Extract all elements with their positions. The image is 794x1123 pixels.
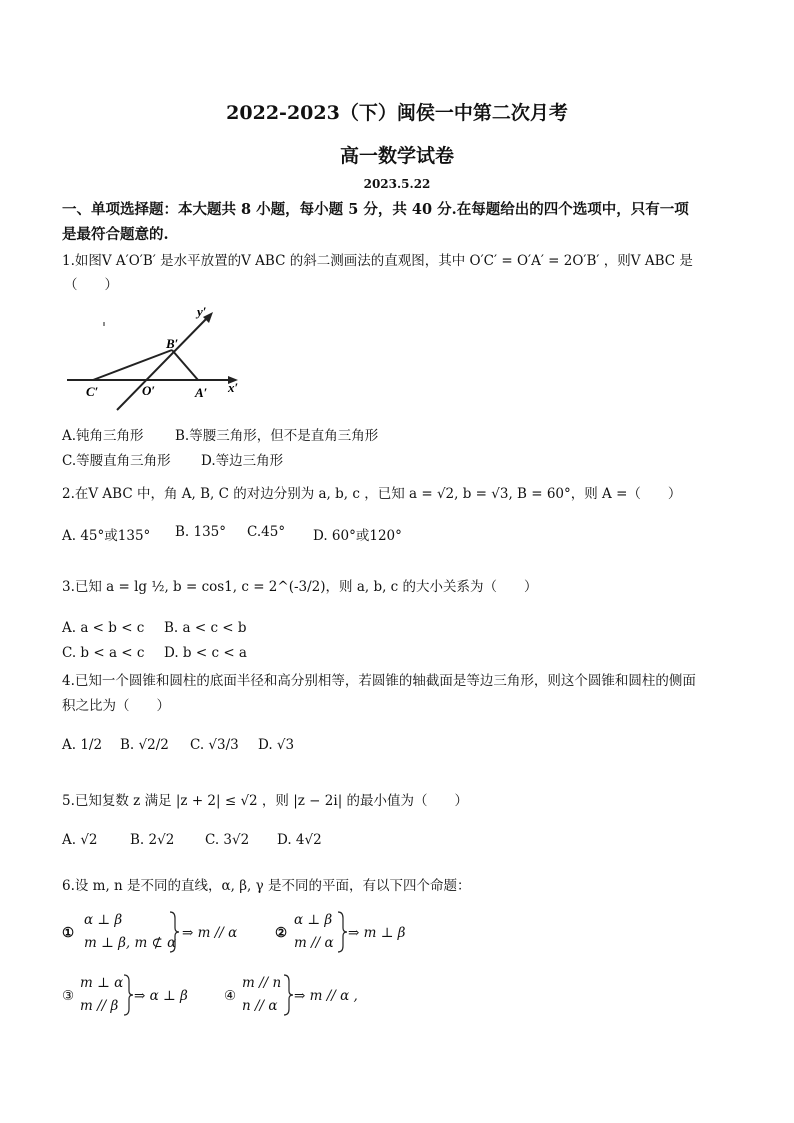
q2-stem: 2.在V ABC 中，角 A, B, C 的对边分别为 a, b, c ，已知 a = √2, b = √3, B = 60°，则 A =（ ） <box>62 486 682 502</box>
q4-option-b: B. √2/2 <box>120 737 169 753</box>
prop3-number: ③ <box>62 988 75 1004</box>
q1-option-a: A.钝角三角形 <box>62 428 144 444</box>
exam-subtitle: 高一数学试卷 <box>339 145 454 167</box>
q5-option-c: C. 3√2 <box>205 832 250 848</box>
section-heading-line2: 是最符合题意的. <box>62 226 169 243</box>
prop2-bottom: m // α <box>294 935 334 951</box>
section-heading-line1: 一、单项选择题：本大题共 8 小题，每小题 5 分，共 40 分.在每题给出的四个选项中，只有一项 <box>62 201 689 218</box>
label-a-prime: A′ <box>195 385 208 400</box>
q1-paren: （ ） <box>64 277 118 293</box>
prop4-number: ④ <box>224 988 237 1004</box>
q3-option-d: D. b < c < a <box>164 645 247 661</box>
q6-stem: 6.设 m, n 是不同的直线，α, β, γ 是不同的平面，有以下四个命题： <box>62 878 471 894</box>
label-o-prime: O′ <box>142 383 156 398</box>
q3-option-a: A. a < b < c <box>62 620 145 636</box>
prop2-brace <box>336 910 348 954</box>
q1-option-c: C.等腰直角三角形 <box>62 453 171 469</box>
exam-title: 2022-2023（下）闽侯一中第二次月考 <box>226 102 568 124</box>
q5-option-a: A. √2 <box>62 832 98 848</box>
q4-option-c: C. √3/3 <box>190 737 239 753</box>
q1-option-b: B.等腰三角形，但不是直角三角形 <box>175 428 379 444</box>
prop1-bottom: m ⊥ β, m ⊄ α <box>84 935 177 951</box>
prop4-brace <box>282 973 294 1017</box>
q4-stem-line2: 积之比为（ ） <box>62 698 170 714</box>
q1-stem: 1.如图V A′O′B′ 是水平放置的V ABC 的斜二测画法的直观图，其中 O′C′ = O′A′ = 2O′B′ ，则V ABC 是 <box>62 253 693 269</box>
segment-b-a <box>172 350 198 380</box>
prop4-result: ⇒ m // α , <box>294 988 358 1004</box>
q1-figure <box>62 300 252 418</box>
prop1-result: ⇒ m // α <box>182 925 238 941</box>
label-x-prime: x′ <box>228 380 239 395</box>
prop2-number: ② <box>275 925 288 941</box>
prop3-bottom: m // β <box>80 998 119 1014</box>
q1-option-d: D.等边三角形 <box>201 453 284 469</box>
q2-option-a: A. 45°或135° <box>62 528 151 544</box>
exam-date: 2023.5.22 <box>363 177 431 191</box>
q5-option-d: D. 4√2 <box>277 832 322 848</box>
label-y-prime: y′ <box>197 304 207 319</box>
prop4-top: m // n <box>242 975 282 991</box>
q4-option-d: D. √3 <box>258 737 295 753</box>
prop1-top: α ⊥ β <box>84 912 123 928</box>
prop3-brace <box>122 973 134 1017</box>
prop1-number: ① <box>62 925 75 941</box>
q3-stem: 3.已知 a = lg ½, b = cos1, c = 2^(-3/2)，则 a, b, c 的大小关系为（ ） <box>62 579 538 595</box>
prop2-result: ⇒ m ⊥ β <box>348 925 406 941</box>
q4-stem-line1: 4.已知一个圆锥和圆柱的底面半径和高分别相等，若圆锥的轴截面是等边三角形，则这个圆锥和圆柱的侧面 <box>62 673 696 689</box>
q3-option-c: C. b < a < c <box>62 645 145 661</box>
prop3-top: m ⊥ α <box>80 975 124 991</box>
q5-stem: 5.已知复数 z 满足 |z + 2| ≤ √2 ，则 |z − 2i| 的最小值为（ ） <box>62 793 469 809</box>
label-b-prime: B′ <box>166 336 179 351</box>
label-c-prime: C′ <box>86 384 99 399</box>
q2-option-b: B. 135° <box>175 524 227 540</box>
q2-option-c: C.45° <box>247 524 286 540</box>
q2-option-d: D. 60°或120° <box>313 528 402 544</box>
prop4-bottom: n // α <box>242 998 278 1014</box>
prop2-top: α ⊥ β <box>294 912 333 928</box>
q4-option-a: A. 1/2 <box>62 737 103 753</box>
q3-option-b: B. a < c < b <box>164 620 247 636</box>
q5-option-b: B. 2√2 <box>130 832 175 848</box>
prop1-brace <box>168 910 180 954</box>
prop3-result: ⇒ α ⊥ β <box>134 988 188 1004</box>
